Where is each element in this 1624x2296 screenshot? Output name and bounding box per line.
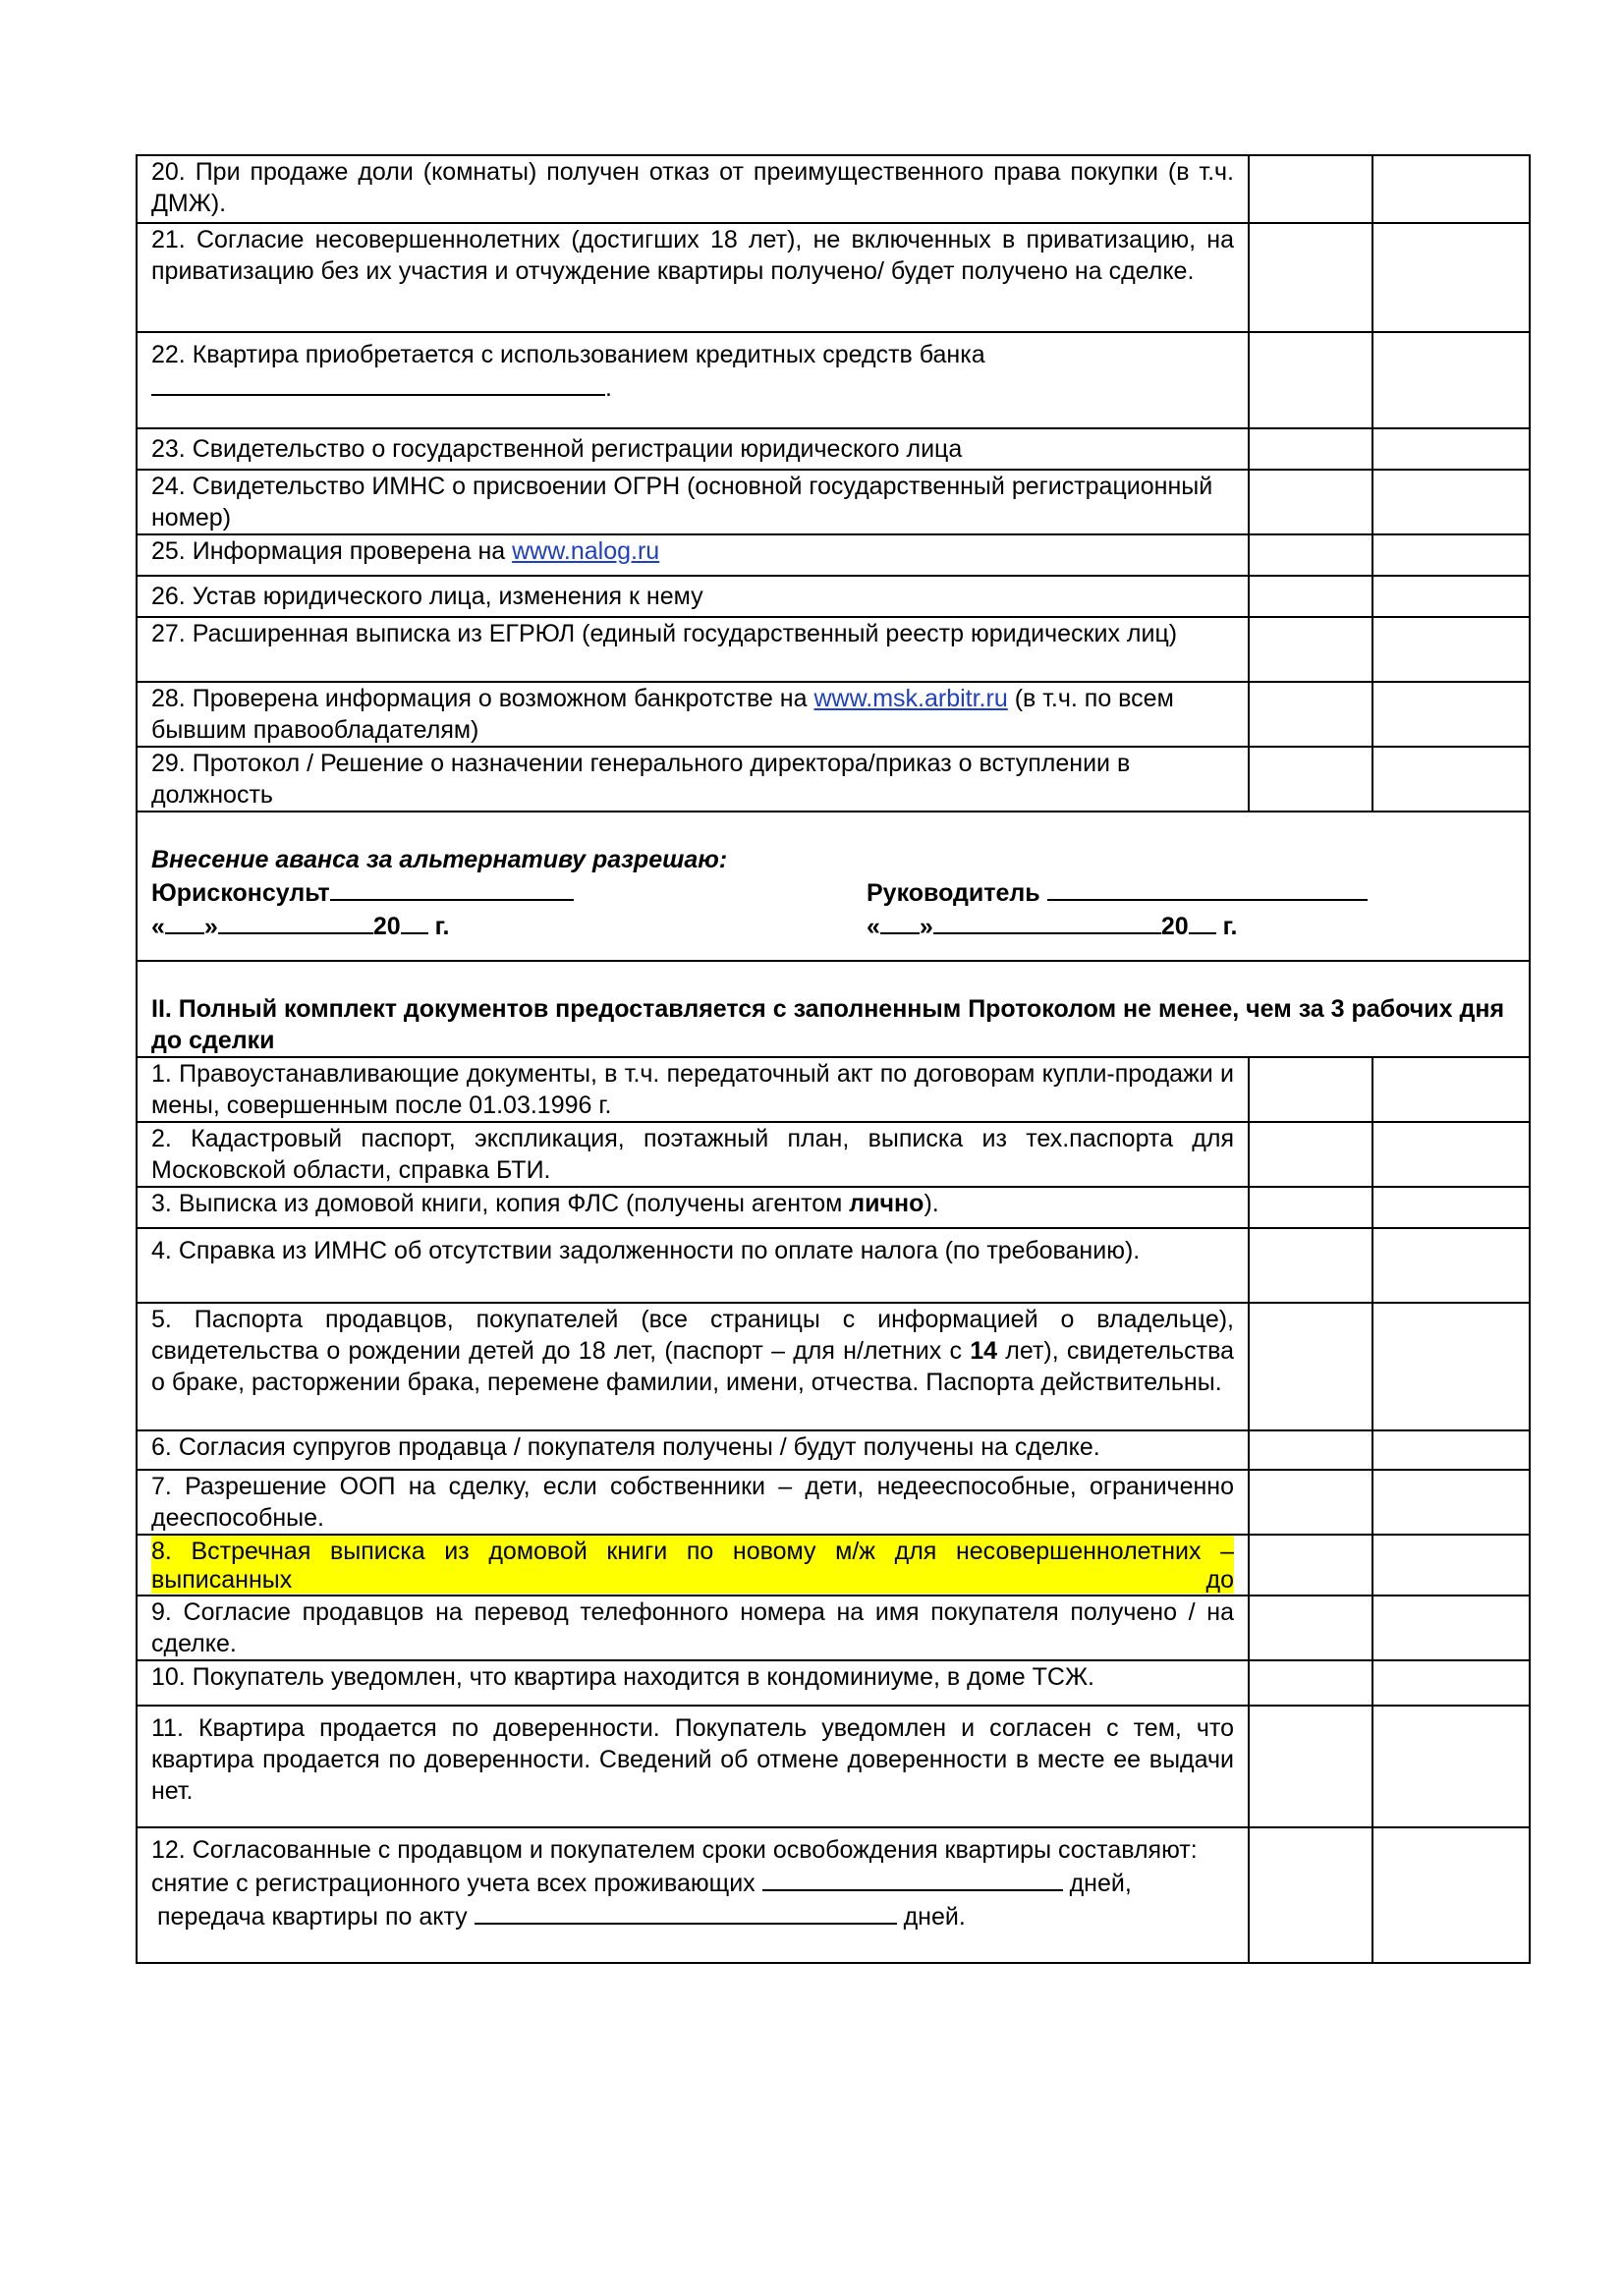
check-cell[interactable] [1372,534,1530,576]
vacate-line: снятие с регистрационного учета всех проживающих дней, [151,1866,1234,1899]
blank-line [151,370,605,396]
table-row [137,576,1530,617]
check-cell[interactable] [1249,1187,1372,1228]
check-cell[interactable] [1372,223,1530,332]
check-cell[interactable] [1372,1187,1530,1228]
check-cell[interactable] [1249,332,1372,428]
item-text: 3. Выписка из домовой книги, копия ФЛС (получены агентом лично). [137,1187,1249,1228]
blank-line[interactable] [1047,875,1368,901]
table-row [137,223,1530,332]
item-text: 25. Информация проверена на www.nalog.ru [137,534,1249,576]
head-signature: Руководитель [867,875,1368,909]
item-text: 6. Согласия супругов продавца / покупателя получены / будут получены на сделке. [137,1430,1249,1470]
check-cell[interactable] [1372,576,1530,617]
check-cell[interactable] [1249,1122,1372,1187]
table-row [137,682,1530,747]
check-cell[interactable] [1372,1122,1530,1187]
item-text: 11. Квартира продается по доверенности. Покупатель уведомлен и согласен с тем, что квартира продается по доверенности. Сведений об отмене доверенности в месте ее выдачи нет. [137,1706,1249,1827]
check-cell[interactable] [1249,1660,1372,1706]
blank-line[interactable] [401,909,428,934]
item-text: 20. При продаже доли (комнаты) получен отказ от преимущественного права покупки (в т.ч. ДМЖ). [137,155,1249,223]
item-text: 22. Квартира приобретается с использованием кредитных средств банка . [137,332,1249,428]
check-cell[interactable] [1249,1303,1372,1430]
check-cell[interactable] [1249,1228,1372,1303]
table-row [137,1303,1530,1430]
check-cell[interactable] [1249,223,1372,332]
table-row [137,1535,1530,1596]
check-cell[interactable] [1372,747,1530,812]
check-cell[interactable] [1372,1057,1530,1122]
item-text: 28. Проверена информация о возможном банкротстве на www.msk.arbitr.ru (в т.ч. по всем бывшим правообладателям) [137,682,1249,747]
head-date: « » 20 г. [867,909,1237,942]
item-text: 26. Устав юридического лица, изменения к нему [137,576,1249,617]
item-text: 5. Паспорта продавцов, покупателей (все страницы с информацией о владельце), свидетельства о рождении детей до 18 лет, (паспорт – для н/летних с 14 лет), свидетельства о браке, расторжении брака, перемене фамилии, имени, отчества. Паспорта действительны. [137,1303,1249,1430]
blank-line[interactable] [475,1899,897,1925]
check-cell[interactable] [1372,682,1530,747]
item-text: 7. Разрешение ООП на сделку, если собственники – дети, недееспособные, ограниченно дееспособные. [137,1470,1249,1535]
table-row [137,534,1530,576]
check-cell[interactable] [1372,1706,1530,1827]
check-cell[interactable] [1372,470,1530,534]
table-row [137,1187,1530,1228]
item-text: 21. Согласие несовершеннолетних (достигших 18 лет), не включенных в приватизацию, на приватизацию без их участия и отчуждение квартиры получено/ будет получено на сделке. [137,223,1249,332]
check-cell[interactable] [1372,1596,1530,1660]
item-text: 4. Справка из ИМНС об отсутствии задолженности по оплате налога (по требованию). [137,1228,1249,1303]
approval-heading: Внесение аванса за альтернативу разрешаю: [151,846,728,873]
check-cell[interactable] [1249,155,1372,223]
blank-line[interactable] [880,909,920,934]
blank-line[interactable] [1189,909,1216,934]
blank-line[interactable] [330,875,574,901]
check-cell[interactable] [1372,1430,1530,1470]
item-text: 2. Кадастровый паспорт, экспликация, поэтажный план, выписка из тех.паспорта для Московской области, справка БТИ. [137,1122,1249,1187]
check-cell[interactable] [1249,470,1372,534]
check-cell[interactable] [1249,428,1372,470]
blank-line[interactable] [933,909,1161,934]
check-cell[interactable] [1372,1827,1530,1963]
item-text: 27. Расширенная выписка из ЕГРЮЛ (единый государственный реестр юридических лиц) [137,617,1249,682]
table-row [137,1827,1530,1963]
item-text: 12. Согласованные с продавцом и покупателем сроки освобождения квартиры составляют: снятие с регистрационного учета всех проживающих дней, передача квартиры по акту дней. [137,1827,1249,1963]
blank-line[interactable] [218,909,373,934]
lawyer-signature: Юрисконсульт [151,875,867,909]
check-cell[interactable] [1249,682,1372,747]
table-row [137,1706,1530,1827]
check-cell[interactable] [1249,1827,1372,1963]
item-text: 1. Правоустанавливающие документы, в т.ч. передаточный акт по договорам купли-продажи и мены, совершенным после 01.03.1996 г. [137,1057,1249,1122]
blank-line[interactable] [762,1866,1063,1891]
lawyer-date: « » 20 г. [151,909,867,942]
table-row [137,155,1530,223]
table-row [137,1660,1530,1706]
approval-row [137,812,1530,961]
check-cell[interactable] [1249,1596,1372,1660]
table-row [137,428,1530,470]
item-text: 23. Свидетельство о государственной регистрации юридического лица [137,428,1249,470]
blank-line[interactable] [165,909,204,934]
check-cell[interactable] [1249,576,1372,617]
table-row [137,470,1530,534]
table-row [137,1430,1530,1470]
highlighted-line: 8. Встречная выписка из домовой книги по новому м/ж для несовершеннолетних – [151,1538,1235,1565]
check-cell[interactable] [1372,1303,1530,1430]
check-cell[interactable] [1372,617,1530,682]
item-text [137,1535,1249,1596]
table-row [137,1470,1530,1535]
check-cell[interactable] [1249,1470,1372,1535]
check-cell[interactable] [1249,534,1372,576]
check-cell[interactable] [1249,1535,1372,1596]
check-cell[interactable] [1249,1057,1372,1122]
item-text: 10. Покупатель уведомлен, что квартира находится в кондоминиуме, в доме ТСЖ. [137,1660,1249,1706]
check-cell[interactable] [1372,155,1530,223]
table-row [137,332,1530,428]
check-cell[interactable] [1249,1706,1372,1827]
section-heading: II. Полный комплект документов предоставляется с заполненным Протоколом не менее, чем за 3 рабочих дня до сделки [137,961,1530,1057]
check-cell[interactable] [1249,617,1372,682]
table-row [137,617,1530,682]
highlighted-line: выписанных до [151,1567,1234,1594]
check-cell[interactable] [1372,1228,1530,1303]
table-row [137,1057,1530,1122]
table-row [137,1228,1530,1303]
checklist-table [136,154,1531,1964]
check-cell[interactable] [1372,428,1530,470]
check-cell[interactable] [1372,1660,1530,1706]
approval-block [137,812,1530,961]
check-cell[interactable] [1249,747,1372,812]
table-row [137,1122,1530,1187]
item-text: 24. Свидетельство ИМНС о присвоении ОГРН (основной государственный регистрационный номер) [137,470,1249,534]
table-row [137,747,1530,812]
check-cell[interactable] [1372,1470,1530,1535]
check-cell[interactable] [1372,1535,1530,1596]
check-cell[interactable] [1249,1430,1372,1470]
check-cell[interactable] [1372,332,1530,428]
section-heading-row [137,961,1530,1057]
table-row [137,1596,1530,1660]
arbitr-link[interactable]: www.msk.arbitr.ru [813,685,1008,712]
nalog-link[interactable]: www.nalog.ru [512,537,660,565]
item-text: 9. Согласие продавцов на перевод телефонного номера на имя покупателя получено / на сделке. [137,1596,1249,1660]
item-text: 29. Протокол / Решение о назначении генерального директора/приказ о вступлении в должность [137,747,1249,812]
handover-line: передача квартиры по акту дней. [151,1899,1234,1932]
